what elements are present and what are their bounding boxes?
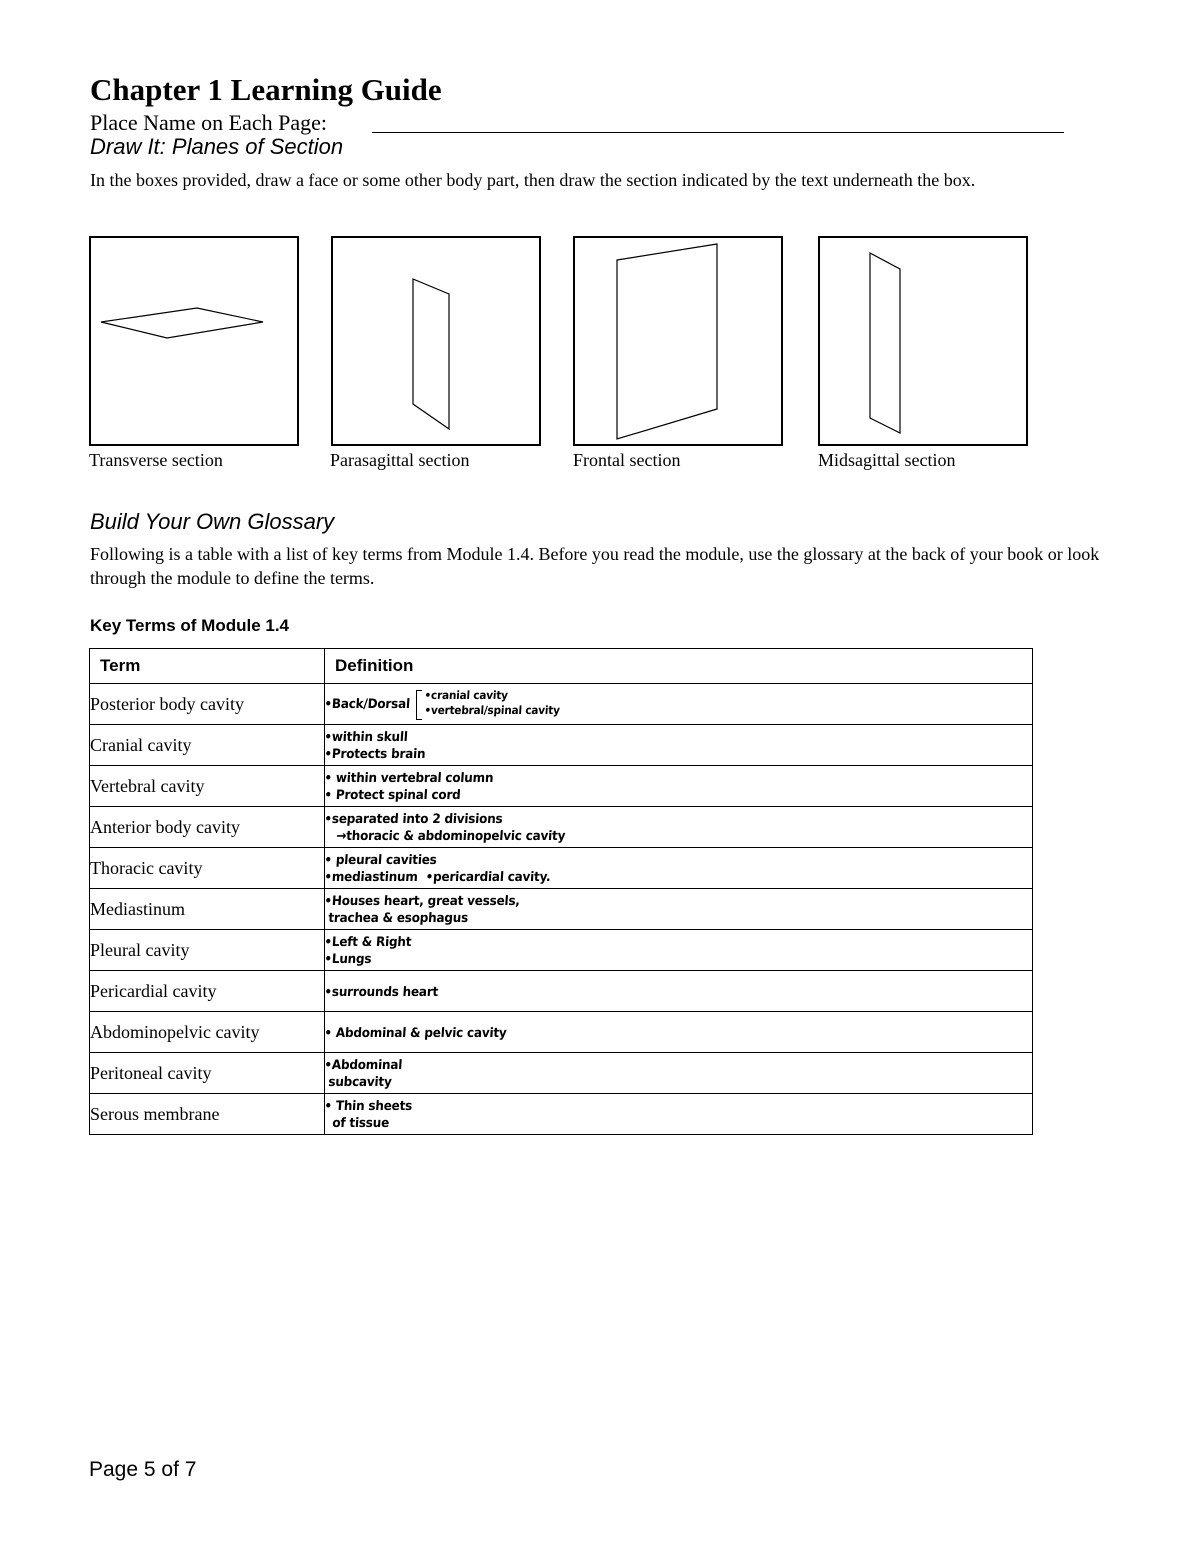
table-row bbox=[90, 684, 1033, 725]
term-cell: Abdominopelvic cavity bbox=[90, 1012, 325, 1053]
term-cell: Mediastinum bbox=[90, 889, 325, 930]
definition-line: •Abdominal bbox=[323, 1057, 403, 1073]
transverse-plane-icon bbox=[91, 238, 296, 443]
definition-cell[interactable] bbox=[325, 889, 1033, 930]
definition-cell[interactable] bbox=[325, 971, 1033, 1012]
table-header-row bbox=[90, 649, 1033, 684]
definition-cell[interactable] bbox=[325, 1012, 1033, 1053]
definition-line: →thoracic & abdominopelvic cavity bbox=[323, 828, 566, 844]
table-row bbox=[90, 1053, 1033, 1094]
term-cell: Pleural cavity bbox=[90, 930, 325, 971]
table-row bbox=[90, 971, 1033, 1012]
definition-cell[interactable] bbox=[325, 1094, 1033, 1135]
definition-line: •separated into 2 divisions bbox=[323, 811, 504, 827]
glossary-heading: Build Your Own Glossary bbox=[90, 509, 335, 534]
parasagittal-plane-icon bbox=[333, 238, 538, 443]
definition-line: • Thin sheets bbox=[323, 1098, 413, 1114]
key-terms-table bbox=[89, 648, 1033, 1135]
definition-line: •Protects brain bbox=[323, 746, 426, 762]
column-header-definition: Definition bbox=[325, 649, 1033, 684]
definition-branch: •vertebral/spinal cavity bbox=[424, 704, 561, 718]
definition-cell[interactable] bbox=[325, 930, 1033, 971]
definition-cell[interactable] bbox=[325, 684, 1033, 725]
definition-cell[interactable] bbox=[325, 766, 1033, 807]
term-cell: Peritoneal cavity bbox=[90, 1053, 325, 1094]
definition-line: • Abdominal & pelvic cavity bbox=[323, 1024, 508, 1040]
definition-line: •mediastinum •pericardial cavity. bbox=[323, 869, 552, 885]
definition-cell[interactable] bbox=[325, 807, 1033, 848]
table-row bbox=[90, 766, 1033, 807]
definition-line: •Houses heart, great vessels, bbox=[323, 893, 521, 909]
table-row bbox=[90, 1012, 1033, 1053]
definition-line: •Lungs bbox=[323, 951, 372, 967]
table-row bbox=[90, 725, 1033, 766]
table-row bbox=[90, 807, 1033, 848]
definition-line: trachea & esophagus bbox=[323, 910, 469, 926]
definition-line: • pleural cavities bbox=[323, 852, 438, 868]
box-label-midsagittal: Midsagittal section bbox=[818, 450, 956, 470]
key-terms-title: Key Terms of Module 1.4 bbox=[90, 616, 290, 635]
term-cell: Serous membrane bbox=[90, 1094, 325, 1135]
term-cell: Posterior body cavity bbox=[90, 684, 325, 725]
definition-cell[interactable] bbox=[325, 725, 1033, 766]
place-name-label: Place Name on Each Page: bbox=[90, 110, 328, 135]
frontal-plane-icon bbox=[575, 238, 780, 443]
definition-line: • Protect spinal cord bbox=[323, 787, 462, 803]
term-cell: Cranial cavity bbox=[90, 725, 325, 766]
definition-line: •surrounds heart bbox=[323, 983, 439, 999]
table-row bbox=[90, 889, 1033, 930]
draw-it-heading: Draw It: Planes of Section bbox=[90, 134, 344, 159]
box-label-frontal: Frontal section bbox=[573, 450, 681, 470]
term-cell: Anterior body cavity bbox=[90, 807, 325, 848]
box-label-parasagittal: Parasagittal section bbox=[330, 450, 470, 470]
table-row bbox=[90, 848, 1033, 889]
definition-line: •within skull bbox=[323, 729, 409, 745]
drawing-box-midsagittal[interactable] bbox=[818, 236, 1028, 446]
draw-it-instructions: In the boxes provided, draw a face or some other body part, then draw the section indicated by the text underneath the box. bbox=[90, 170, 976, 190]
definition-line: •Back/Dorsal bbox=[323, 696, 411, 712]
definition-line: • within vertebral column bbox=[323, 770, 494, 786]
page-title: Chapter 1 Learning Guide bbox=[90, 72, 442, 107]
column-header-term: Term bbox=[90, 649, 325, 684]
midsagittal-plane-icon bbox=[820, 238, 1025, 443]
definition-line: subcavity bbox=[323, 1074, 393, 1090]
term-cell: Thoracic cavity bbox=[90, 848, 325, 889]
definition-cell[interactable] bbox=[325, 848, 1033, 889]
table-row bbox=[90, 930, 1033, 971]
drawing-box-frontal[interactable] bbox=[573, 236, 783, 446]
glossary-intro: Following is a table with a list of key terms from Module 1.4. Before you read the module, use the glossary at the back of your book or look through the module to define the terms. bbox=[90, 544, 1100, 588]
drawing-box-parasagittal[interactable] bbox=[331, 236, 541, 446]
table-row bbox=[90, 1094, 1033, 1135]
definition-branch: •cranial cavity bbox=[424, 689, 509, 703]
definition-line: of tissue bbox=[323, 1115, 390, 1131]
name-entry-line[interactable] bbox=[372, 132, 1064, 133]
definition-line: •Left & Right bbox=[323, 934, 412, 950]
drawing-box-transverse[interactable] bbox=[89, 236, 299, 446]
term-cell: Vertebral cavity bbox=[90, 766, 325, 807]
definition-cell[interactable] bbox=[325, 1053, 1033, 1094]
term-cell: Pericardial cavity bbox=[90, 971, 325, 1012]
page-number: Page 5 of 7 bbox=[89, 1458, 197, 1481]
bracket-icon bbox=[416, 690, 422, 720]
box-label-transverse: Transverse section bbox=[89, 450, 223, 470]
